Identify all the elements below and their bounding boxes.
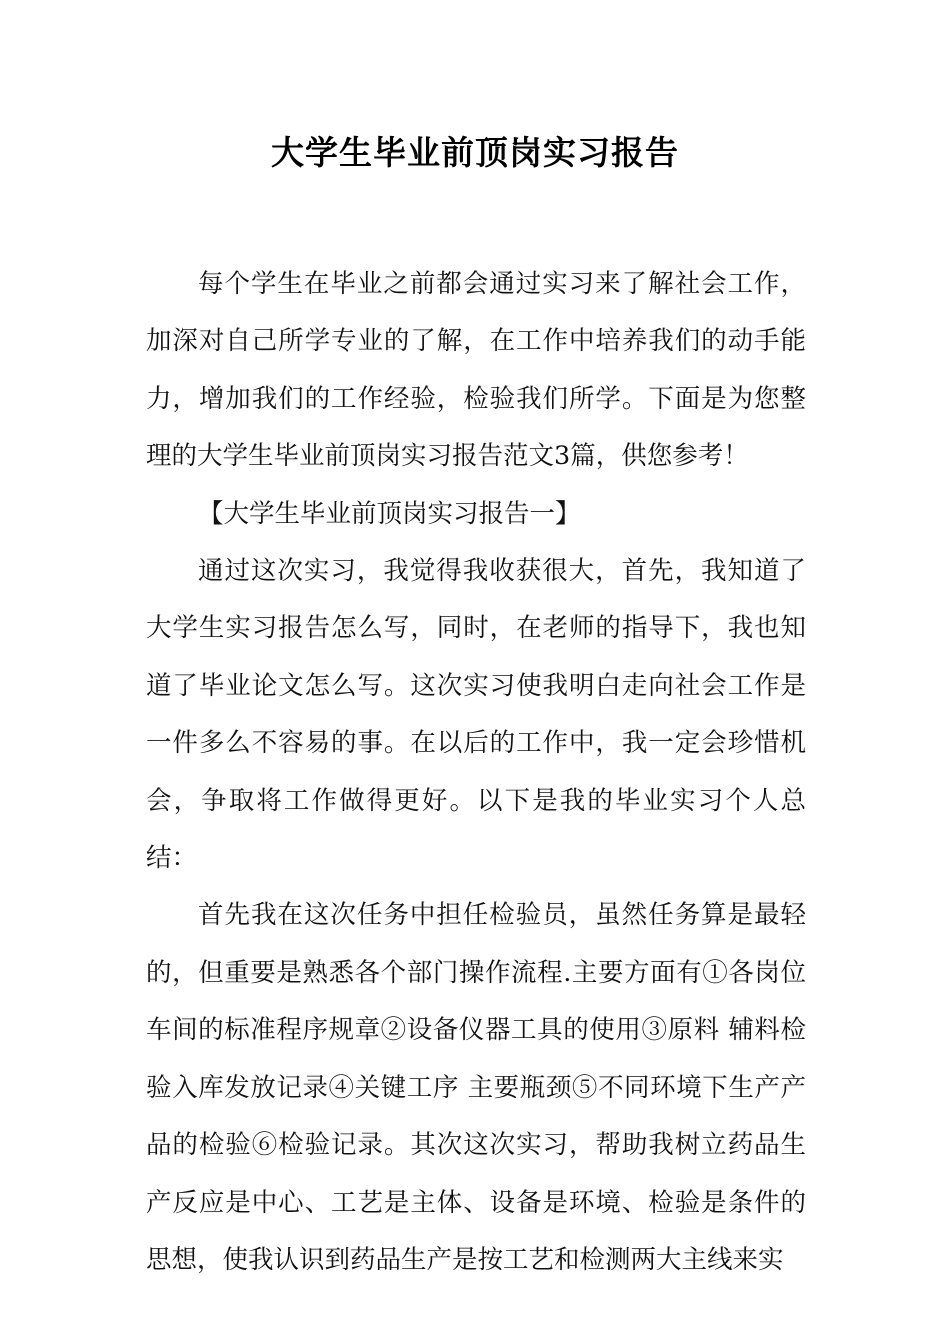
section-heading-report-one: 【大学生毕业前顶岗实习报告一】 — [198, 498, 581, 529]
document-body — [146, 256, 806, 1289]
document-title: 大学生毕业前顶岗实习报告 — [271, 133, 679, 172]
paragraph-intro: 每个学生在毕业之前都会通过实习来了解社会工作，加深对自己所学专业的了解，在工作中培养我们的动手能力，增加我们的工作经验，检验我们所学。下面是为您整理的大学生毕业前顶岗实习报告范文3篇，供您参考！ — [146, 269, 806, 472]
paragraph-internship-gains: 通过这次实习，我觉得我收获很大，首先，我知道了大学生实习报告怎么写，同时，在老师的指导下，我也知道了毕业论文怎么写。这次实习使我明白走向社会工作是一件多么不容易的事。在以后的工作中，我一定会珍惜机会，争取将工作做得更好。以下是我的毕业实习个人总结： — [146, 556, 806, 874]
paragraph-inspector-role: 首先我在这次任务中担任检验员，虽然任务算是最轻的，但重要是熟悉各个部门操作流程.主要方面有①各岗位车间的标准程序规章②设备仪器工具的使用③原料 辅料检验入库发放记录④关键工序 主要瓶颈⑤不同环境下生产产品的检验⑥检验记录。其次这次实习，帮助我树立药品生产反应是中心、工艺是主体、设备是环境、检验是条件的思想，使我认识到药品生产是按工艺和检测两大主线来实 — [146, 900, 806, 1275]
